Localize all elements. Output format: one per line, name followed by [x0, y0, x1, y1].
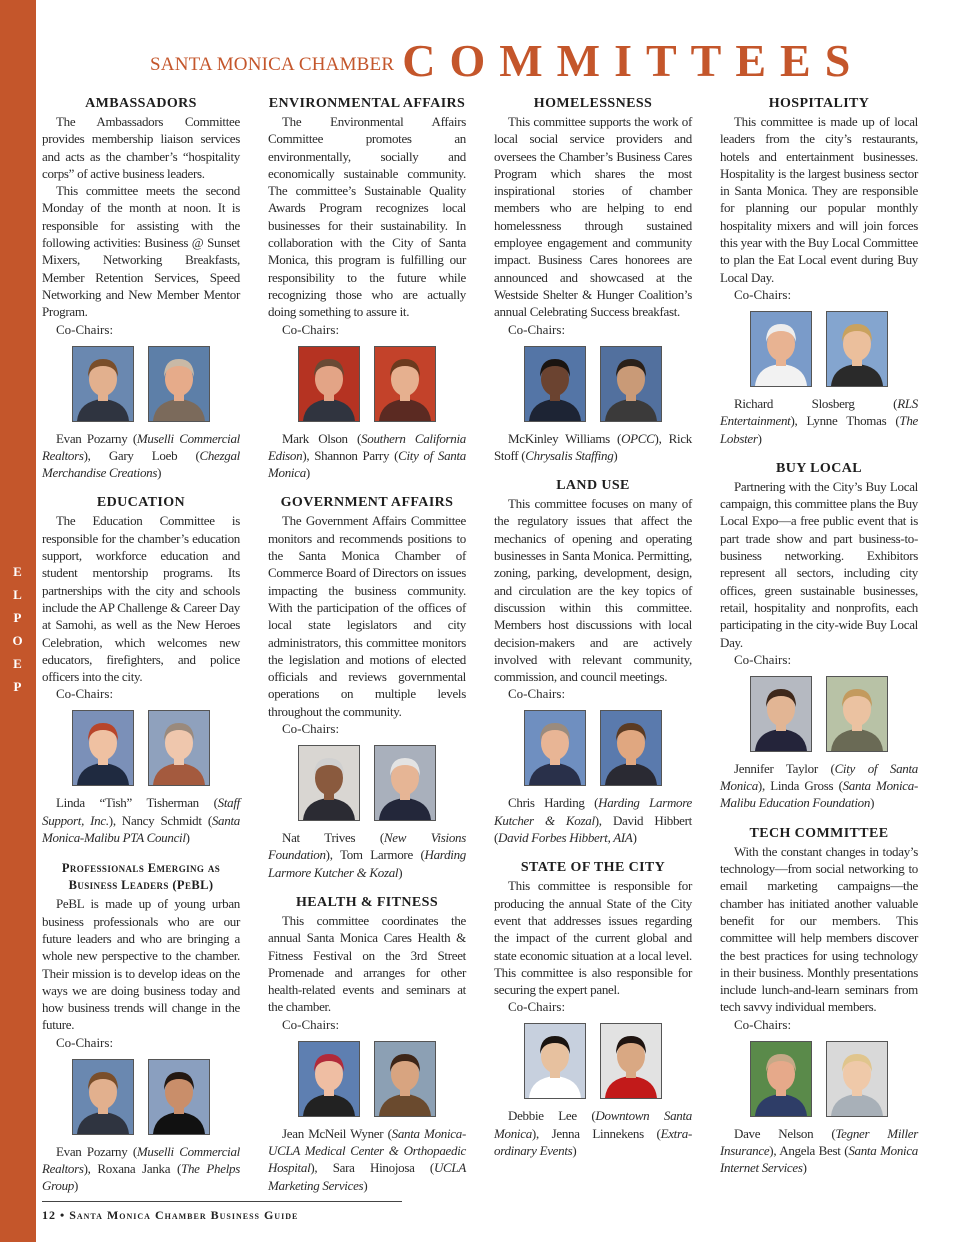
co-chair-name: Dave Nelson: [734, 1125, 814, 1141]
co-chair-organization: Harding Larmore Kutcher & Kozal: [268, 847, 466, 880]
co-chair-photo: [72, 710, 134, 786]
co-chair-photo: [524, 346, 586, 422]
section-title: HOSPITALITY: [768, 96, 870, 111]
co-chair-photo: [750, 676, 812, 752]
section-ambassadors: [42, 96, 240, 481]
co-chair-names: McKinley Williams (OPCC), Rick Stoff (Chrysalis Staffing): [494, 430, 692, 463]
co-chair-photos: [494, 1023, 692, 1099]
section-title: BUY LOCAL: [776, 460, 862, 476]
co-chair-name: Rick Stoff: [494, 430, 692, 463]
sidebar-letter: L: [13, 587, 23, 602]
co-chair-names: Debbie Lee (Downtown Santa Monica), Jenna Linnekens (Extra-ordinary Events): [494, 1108, 692, 1158]
section-paragraph: PeBL is made up of young urban business professionals who are our future leaders and who are bringing a whole new perspective to the chamber. Their mission is to develop ideas on the ways we are doing business today and how business trends will change in the future.: [42, 896, 240, 1033]
section-paragraph: This committee focuses on many of the regulatory issues that affect the mechanics of opening and operating businesses in Santa Monica. Permitting, zoning, parking, development, design, and circulation are the key topics of discussion within this committee. Members host discussions with local decision-makers and are actively involved with relevant community, commission, and council meetings.: [494, 496, 692, 685]
section-title: GOVERNMENT AFFAIRS: [280, 495, 454, 511]
co-chair-organization: Southern California Edison: [268, 430, 467, 463]
co-chair-photos: [720, 676, 918, 752]
co-chair-names: Evan Pozarny (Muselli Commercial Realtors), Gary Loeb (Chezgal Merchandise Creations): [42, 430, 240, 481]
co-chair-organization: OPCC: [621, 430, 655, 446]
co-chairs-label: Co-Chairs:: [56, 686, 114, 702]
publication-title: Santa Monica Chamber Business Guide: [69, 1208, 299, 1222]
section-title: EDUCATION: [96, 495, 186, 511]
section-title: AMBASSADORS: [85, 96, 197, 111]
co-chair-name: Linda “Tish” Tisherman: [56, 795, 199, 811]
co-chair-name: Nancy Schmidt: [121, 812, 202, 828]
co-chair-name: Sara Hinojosa: [332, 1160, 415, 1176]
section-buy-local: [720, 461, 918, 812]
sidebar-letter: E: [13, 564, 23, 579]
section-paragraph: This committee is responsible for producing the annual State of the City event that addresses issues regarding the impact of the current global and state economic situation at a local level. This committee is also responsible for securing the expert panel.: [494, 878, 692, 998]
co-chair-photos: [720, 311, 918, 387]
footer-divider: [42, 1201, 402, 1202]
section-paragraph: The Environmental Affairs Committee promotes an environmentally, socially and economically sustainable community. The committee’s Sustainable Quality Awards Program recognizes local businesses for their sustainability. In collaboration with the City of Santa Monica, this program is fulfilling our responsibility to the future while recognizing those who are actually doing something to assure it.: [268, 114, 466, 320]
co-chair-photo: [298, 745, 360, 821]
co-chair-name: Linda Gross: [770, 778, 834, 794]
section-paragraph: This committee coordinates the annual Santa Monica Cares Health & Fitness Festival on the 3rd Street Promenade and arranges for other health-related events and seminars at the chamber.: [268, 912, 466, 1015]
section-paragraph: The Ambassadors Committee provides membership liaison services and acts as the chamber’s “hospitality corps” of active business leaders.: [42, 114, 240, 181]
page-header: [150, 36, 864, 86]
co-chair-photo: [600, 710, 662, 786]
co-chair-name: Chris Harding: [508, 795, 585, 811]
sidebar-letter: O: [12, 633, 24, 648]
column-2: [268, 96, 466, 1208]
co-chair-photos: [720, 1041, 918, 1117]
column-3: [494, 96, 692, 1173]
co-chair-organization: New Visions Foundation: [268, 830, 466, 863]
section-tech-committee: [720, 826, 918, 1177]
co-chairs-label: Co-Chairs:: [734, 651, 792, 667]
co-chair-photo: [524, 1023, 586, 1099]
co-chair-organization: Chezgal Merchandise Creations: [42, 447, 240, 481]
section-paragraph: Partnering with the City’s Buy Local campaign, this committee plans the Buy Local Expo—a free public event that is part trade show and part business-to-business networking. Exhibitors represent all sectors, including city offices, green sustainable businesses, retail, hospitality and nonprofits, each participating in the city-wide Buy Local Day.: [720, 478, 918, 650]
section-pebl: [42, 860, 240, 1194]
co-chair-photo: [750, 311, 812, 387]
page-number: 12: [42, 1208, 56, 1222]
sidebar-letter: P: [13, 610, 23, 625]
co-chair-photos: [42, 346, 240, 422]
co-chair-photos: [268, 1041, 466, 1117]
co-chair-names: Chris Harding (Harding Larmore Kutcher & Kozal), David Hibbert (David Forbes Hibbert, AIA): [494, 795, 693, 846]
section-title: ENVIRONMENTAL AFFAIRS: [268, 96, 466, 111]
co-chair-name: Lynne Thomas: [806, 413, 887, 429]
co-chair-photo: [826, 1041, 888, 1117]
co-chair-organization: Santa Monica-Malibu Education Foundation: [720, 778, 918, 811]
co-chair-organization: David Forbes Hibbert, AIA: [498, 830, 633, 846]
co-chair-photo: [72, 346, 134, 422]
co-chair-photo: [600, 1023, 662, 1099]
section-health-fitness: [268, 895, 466, 1194]
co-chair-photo: [298, 346, 360, 422]
co-chair-photo: [72, 1059, 134, 1135]
section-state-of-the-city: [494, 860, 692, 1159]
page-footer: [42, 1208, 298, 1223]
co-chair-names: Dave Nelson (Tegner Miller Insurance), Angela Best (Santa Monica Internet Services): [720, 1125, 919, 1176]
section-title: HOMELESSNESS: [533, 96, 653, 111]
section-title: STATE OF THE CITY: [520, 860, 666, 876]
co-chairs-label: Co-Chairs:: [508, 321, 566, 337]
co-chairs-label: Co-Chairs:: [56, 1034, 114, 1050]
co-chair-photos: [494, 346, 692, 422]
co-chair-photo: [148, 710, 210, 786]
section-land-use: [494, 478, 692, 846]
header-chamber-name: SANTA MONICA CHAMBER: [150, 54, 395, 75]
section-education: [42, 495, 240, 846]
section-paragraph: This committee supports the work of local social service providers and oversees the Chamber’s Business Cares Program which shares the most inspirational stories of chamber members who are helping to end homelessness through sustained employee engagement and community impact. Business Cares honorees are announced and showcased at the Westside Shelter & Hunger Coalition’s annual Celebrating Success breakfast.: [494, 114, 692, 320]
co-chair-names: Linda “Tish” Tisherman (Staff Support, Inc.), Nancy Schmidt (Santa Monica-Malibu PTA Council): [42, 795, 240, 846]
section-paragraph: The Education Committee is responsible for the chamber’s education support, workforce education and student mentorship programs. Its partnerships with the city and schools include the AP Challenge & Career Day at Samohi, as well as the New Heroes Celebration, which welcomes new educators, firefighters, and police officers into the city.: [42, 513, 240, 685]
co-chair-organization: Downtown Santa Monica: [494, 1108, 692, 1141]
co-chair-names: Jean McNeil Wyner (Santa Monica-UCLA Medical Center & Orthopaedic Hospital), Sara Hinojosa (UCLA Marketing Services): [268, 1125, 466, 1193]
co-chairs-label: Co-Chairs:: [734, 1016, 792, 1032]
co-chair-organization: Chrysalis Staffing: [525, 447, 614, 463]
co-chair-names: Richard Slosberg (RLS Entertainment), Lynne Thomas (The Lobster): [720, 395, 918, 446]
co-chair-photo: [750, 1041, 812, 1117]
co-chair-organization: UCLA Marketing Services: [268, 1160, 466, 1193]
page-title: COMMITTEES: [402, 35, 865, 86]
co-chairs-label: Co-Chairs:: [282, 721, 340, 737]
co-chair-organization: Santa Monica Internet Services: [720, 1142, 919, 1176]
co-chair-photo: [374, 745, 436, 821]
column-4: [720, 96, 918, 1191]
co-chair-organization: Santa Monica-UCLA Medical Center & Orthopaedic Hospital: [268, 1125, 466, 1176]
co-chair-photos: [494, 710, 692, 786]
section-paragraph: The Government Affairs Committee monitors and recommends positions to the Santa Monica Chamber of Commerce Board of Directors on issues impacting the business community. With the participation of the offices of local state legislators and city administrators, this committee monitors the legislation and motions of elected officials and reviews governmental operations on multiple levels throughout the community.: [268, 513, 466, 719]
co-chair-organization: Muselli Commercial Realtors: [42, 1143, 240, 1176]
section-environmental-affairs: [268, 96, 466, 481]
section-title: TECH COMMITTEE: [749, 825, 889, 841]
co-chair-name: Evan Pozarny: [56, 430, 128, 446]
co-chair-names: Jennifer Taylor (City of Santa Monica), Linda Gross (Santa Monica-Malibu Education Foundation): [720, 760, 918, 811]
co-chair-name: Evan Pozarny: [56, 1143, 128, 1159]
co-chairs-label: Co-Chairs:: [56, 321, 114, 337]
co-chair-photos: [268, 745, 466, 821]
co-chair-name: Jenna Linnekens: [551, 1125, 644, 1141]
co-chair-photos: [268, 346, 466, 422]
co-chair-photo: [148, 1059, 210, 1135]
section-government-affairs: [268, 495, 466, 880]
sidebar-letter: P: [13, 679, 23, 694]
co-chair-photos: [42, 710, 240, 786]
sidebar-label: [0, 560, 36, 698]
co-chair-name: Debbie Lee: [508, 1108, 577, 1124]
co-chair-organization: Staff Support, Inc.: [42, 795, 240, 828]
section-paragraph: With the constant changes in today’s technology—from social networking to email marketing campaigns—the chamber has initiated another valuable benefit for our members. This committee will help members discover the best practices for using technology in their business. Monthly presentations include lunch-and-learn seminars from tech savvy individual members.: [720, 843, 918, 1015]
co-chair-name: Roxana Janka: [97, 1160, 171, 1176]
co-chairs-label: Co-Chairs:: [508, 686, 566, 702]
co-chair-name: David Hibbert: [612, 812, 692, 828]
co-chair-photo: [600, 346, 662, 422]
co-chair-photo: [826, 311, 888, 387]
co-chair-name: Nat Trives: [282, 830, 356, 846]
co-chair-organization: The Phelps Group: [42, 1160, 240, 1194]
co-chair-organization: Tegner Miller Insurance: [720, 1125, 918, 1158]
section-title: Professionals Emerging as Business Leaders (PeBL): [61, 861, 221, 893]
co-chair-photo: [374, 1041, 436, 1117]
sidebar-letter: E: [13, 656, 23, 671]
co-chairs-label: Co-Chairs:: [734, 286, 792, 302]
co-chair-name: Richard Slosberg: [734, 395, 855, 411]
co-chair-names: Nat Trives (New Visions Foundation), Tom Larmore (Harding Larmore Kutcher & Kozal): [268, 830, 466, 880]
co-chairs-label: Co-Chairs:: [508, 999, 566, 1015]
co-chair-organization: The Lobster: [720, 413, 918, 446]
co-chair-name: McKinley Williams: [508, 430, 610, 446]
co-chair-organization: City of Santa Monica: [268, 447, 466, 481]
co-chair-photos: [42, 1059, 240, 1135]
co-chair-name: Jennifer Taylor: [734, 760, 818, 776]
co-chair-name: Jean McNeil Wyner: [282, 1125, 384, 1141]
section-paragraph: This committee is made up of local leaders from the city’s restaurants, hotels and entertainment businesses. Hospitality is the largest business sector in Santa Monica. They are responsible for planning our popular monthly hospitality mixers and will join forces this year with the Buy Local Committee to plan the Eat Local event during Buy Local Day.: [720, 114, 918, 285]
section-title: HEALTH & FITNESS: [295, 894, 439, 910]
column-1: [42, 96, 240, 1209]
footer-bullet: •: [60, 1208, 66, 1222]
co-chair-name: Angela Best: [779, 1142, 841, 1158]
co-chair-organization: Santa Monica-Malibu PTA Council: [42, 812, 240, 846]
co-chair-name: Tom Larmore: [339, 847, 413, 863]
co-chair-photo: [524, 710, 586, 786]
co-chair-organization: Extra-ordinary Events: [494, 1125, 692, 1158]
co-chair-photo: [826, 676, 888, 752]
co-chair-name: Gary Loeb: [108, 447, 178, 463]
co-chair-organization: RLS Entertainment: [720, 395, 918, 429]
co-chair-photo: [148, 346, 210, 422]
section-homelessness: [494, 96, 692, 464]
section-paragraph: This committee meets the second Monday of the month at noon. It is responsible for assisting with the following activities: Business @ Sunset Mixers, Networking Breakfasts, Member Retention Services, Speed Networking and New Member Mentor Program.: [42, 183, 240, 320]
co-chair-organization: City of Santa Monica: [720, 760, 918, 794]
co-chairs-label: Co-Chairs:: [282, 1016, 340, 1032]
co-chair-organization: Muselli Commercial Realtors: [42, 430, 240, 463]
co-chair-photo: [374, 346, 436, 422]
co-chair-photo: [298, 1041, 360, 1117]
co-chair-name: Mark Olson: [282, 430, 348, 446]
co-chairs-label: Co-Chairs:: [282, 321, 340, 337]
section-hospitality: [720, 96, 918, 447]
co-chair-organization: Harding Larmore Kutcher & Kozal: [494, 795, 693, 828]
co-chair-names: Evan Pozarny (Muselli Commercial Realtors), Roxana Janka (The Phelps Group): [42, 1143, 240, 1194]
co-chair-name: Shannon Parry: [314, 447, 390, 463]
co-chair-names: Mark Olson (Southern California Edison), Shannon Parry (City of Santa Monica): [268, 430, 467, 481]
section-title: LAND USE: [556, 478, 630, 494]
